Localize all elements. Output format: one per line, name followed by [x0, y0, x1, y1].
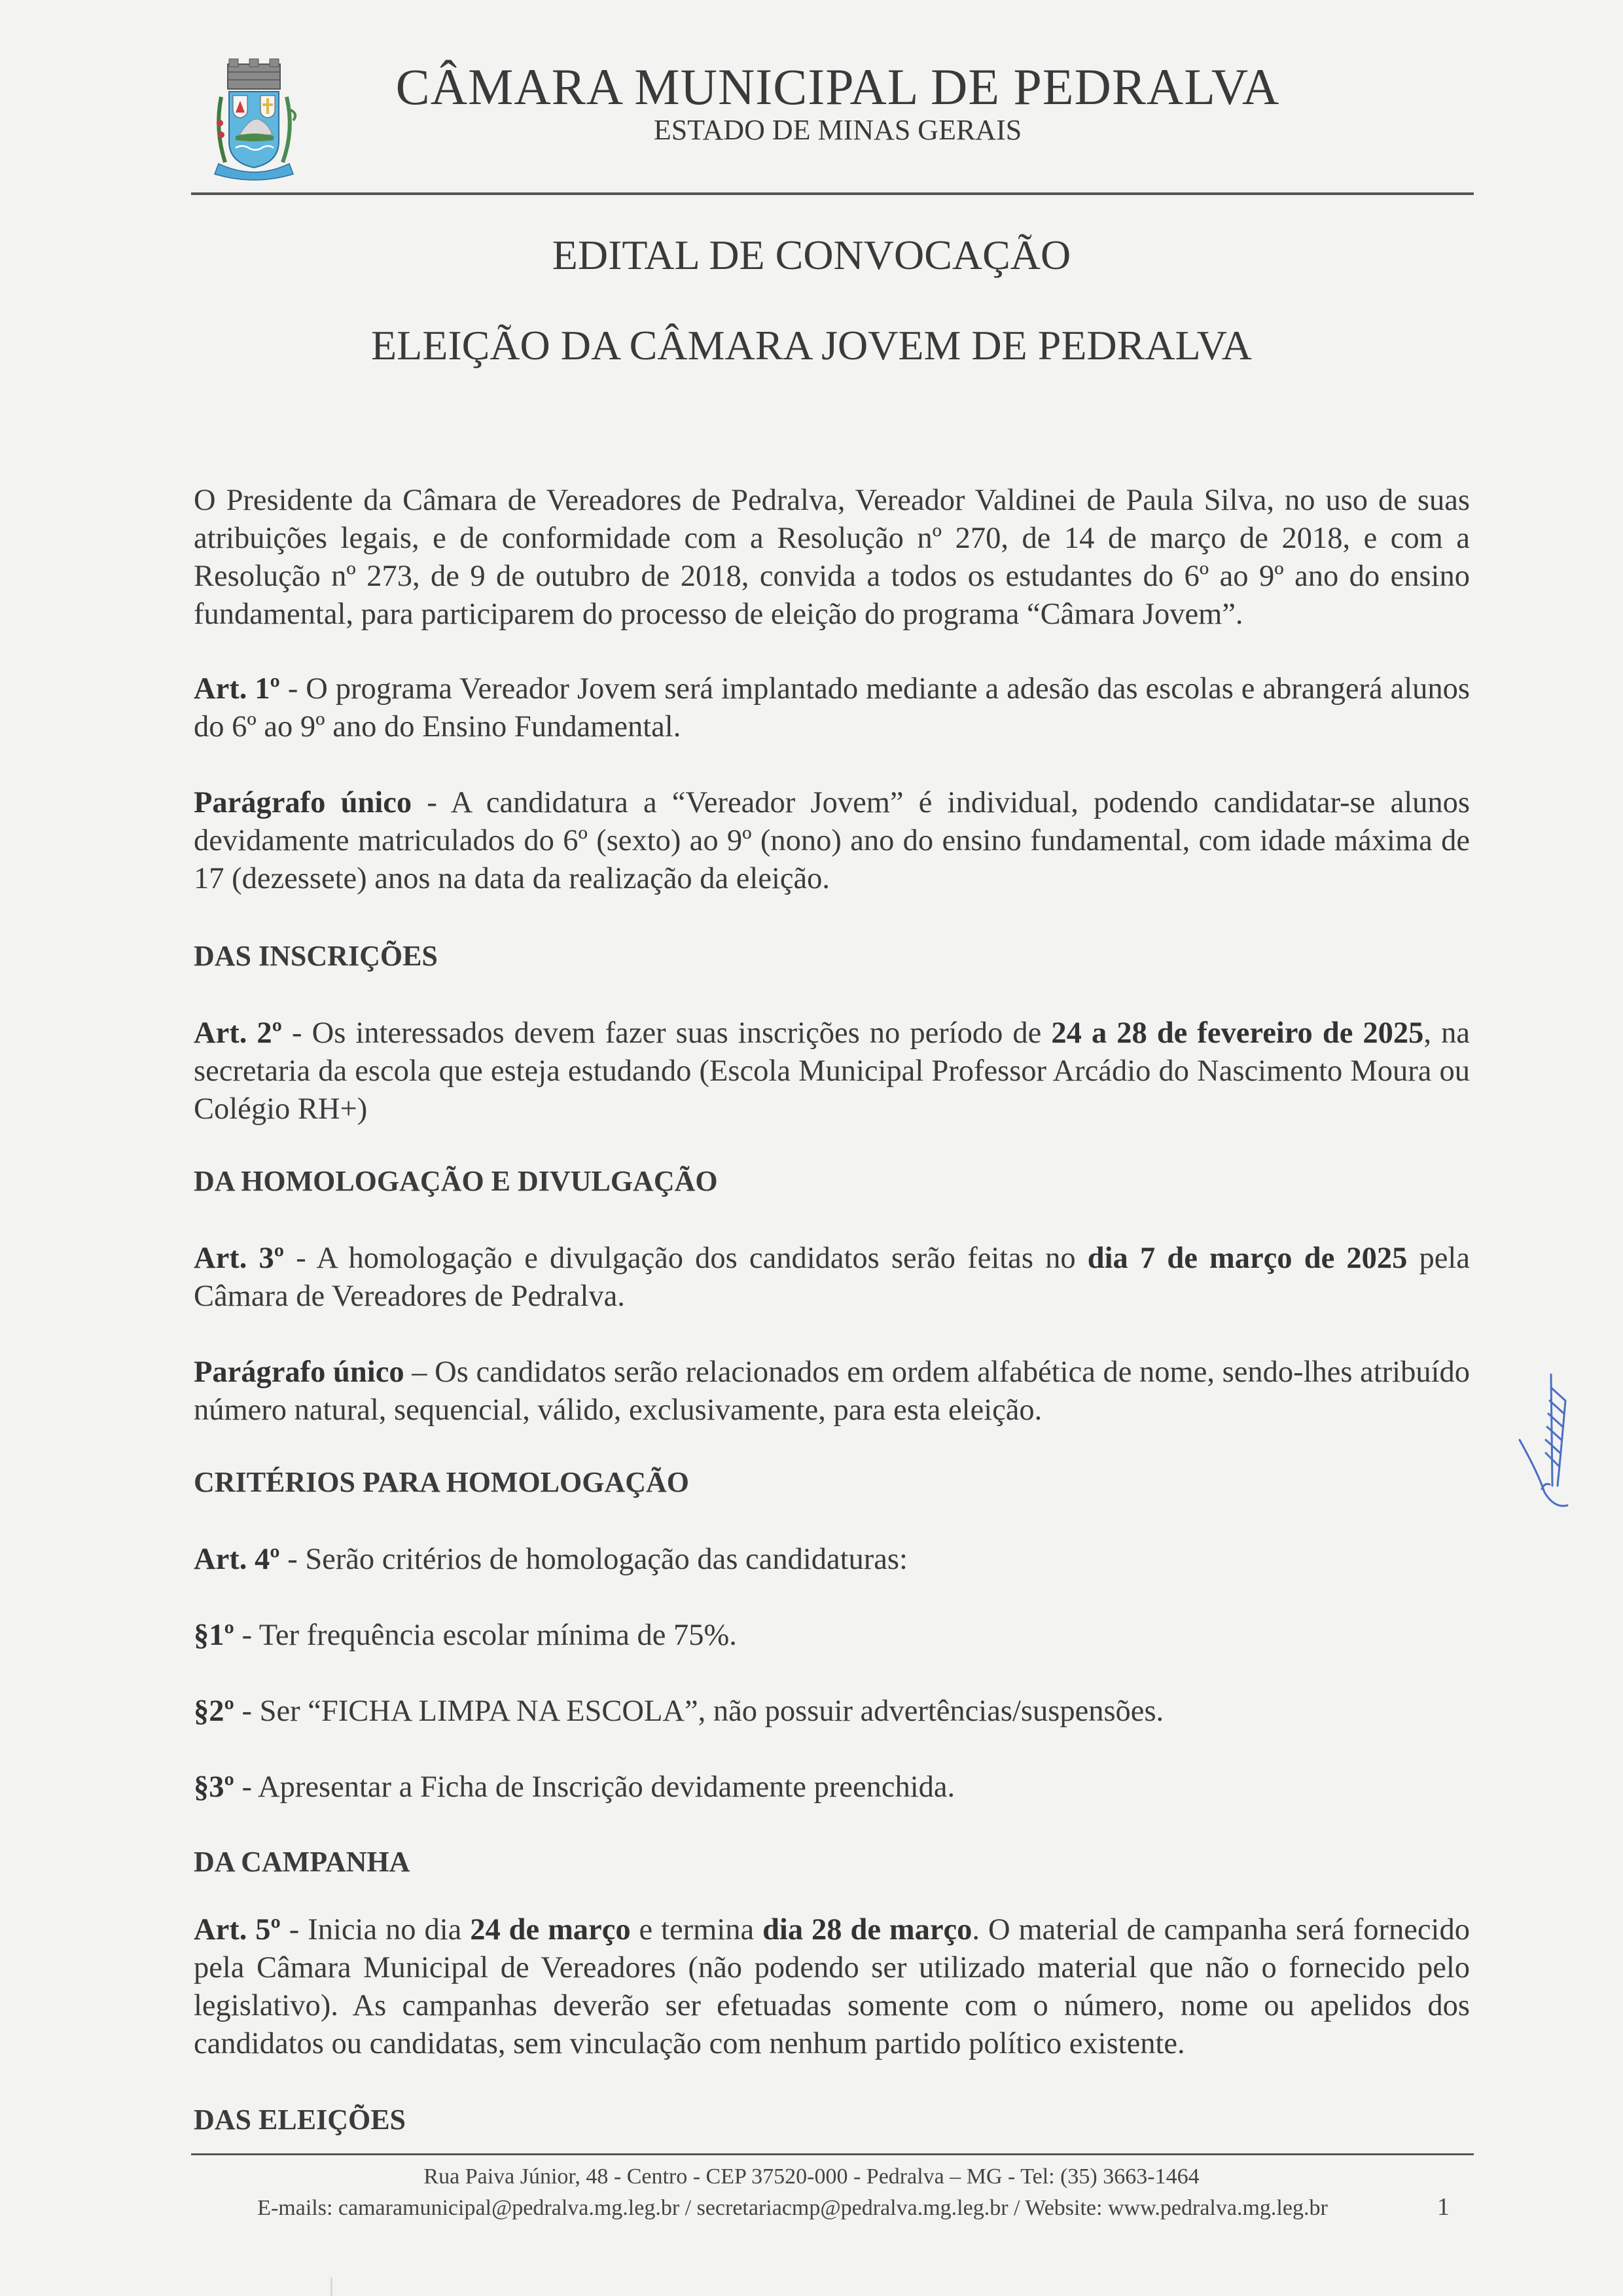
- article-label: Art. 3º: [194, 1242, 285, 1275]
- article-2: [194, 1014, 1470, 1128]
- separator: -: [279, 1543, 306, 1576]
- clause-text: Apresentar a Ficha de Inscrição devidamente preenchida.: [258, 1770, 955, 1804]
- separator: –: [404, 1355, 435, 1389]
- article-1: [194, 670, 1470, 746]
- paragraph-text: A candidatura a “Vereador Jovem” é individual, podendo candidatar-se alunos devidamente matriculados do 6º (sexto) ao 9º (nono) ano do ensino fundamental, com idade máxima de 17 (dezessete) anos na data da realização da eleição.: [194, 786, 1470, 895]
- article-3-sole-paragraph: [194, 1354, 1470, 1429]
- separator: -: [234, 1619, 259, 1652]
- article-text: Inicia no dia: [308, 1913, 471, 1946]
- criterion-3: [194, 1768, 1470, 1806]
- signature-initials-icon: [1518, 1368, 1571, 1512]
- document-subtitle: ELEIÇÃO DA CÂMARA JOVEM DE PEDRALVA: [371, 322, 1252, 368]
- article-label: Art. 5º: [194, 1913, 281, 1946]
- section-eleicoes: [194, 2101, 1470, 2139]
- homologation-date: dia 7 de março de 2025: [1087, 1242, 1408, 1275]
- article-label: Art. 4º: [194, 1543, 280, 1576]
- footer-contacts: E-mails: camaramunicipal@pedralva.mg.leg.br / secretariacmp@pedralva.mg.leg.br / Website: www.pedralva.mg.leg.br: [257, 2196, 1328, 2220]
- document-title: EDITAL DE CONVOCAÇÃO: [552, 232, 1071, 278]
- paragraph-text: Os candidatos serão relacionados em ordem alfabética de nome, sendo-lhes atribuído número natural, sequencial, válido, exclusivamente, para esta eleição.: [194, 1355, 1470, 1427]
- article-label: Art. 1º: [194, 672, 280, 706]
- separator: -: [234, 1695, 260, 1728]
- section-heading: DAS INSCRIÇÕES: [194, 940, 438, 972]
- section-heading: CRITÉRIOS PARA HOMOLOGAÇÃO: [194, 1466, 690, 1498]
- article-text: , na secretaria da escola que esteja estudando (Escola Municipal Professor Arcádio do Nascimento Moura ou Colégio RH+): [194, 1016, 1470, 1126]
- article-text: e termina: [630, 1913, 763, 1946]
- paragraph-label: Parágrafo único: [194, 1355, 404, 1389]
- paragraph-label: Parágrafo único: [194, 786, 412, 819]
- article-text: O programa Vereador Jovem será implantado mediante a adesão das escolas e abrangerá alunos do 6º ao 9º ano do Ensino Fundamental.: [194, 672, 1470, 744]
- clause-label: §2º: [194, 1695, 234, 1728]
- section-homologacao: [194, 1162, 1470, 1200]
- article-5: [194, 1911, 1470, 2063]
- footer-address: Rua Paiva Júnior, 48 - Centro - CEP 37520-000 - Pedralva – MG - Tel: (35) 3663-1464: [423, 2164, 1200, 2189]
- section-heading: DA CAMPANHA: [194, 1846, 410, 1878]
- section-campanha: [194, 1843, 1470, 1881]
- article-4: [194, 1541, 1470, 1579]
- clause-text: Ser “FICHA LIMPA NA ESCOLA”, não possuir advertências/suspensões.: [259, 1695, 1164, 1728]
- article-label: Art. 2º: [194, 1016, 282, 1050]
- criterion-2: [194, 1693, 1470, 1731]
- article-text: A homologação e divulgação dos candidatos serão feitas no: [316, 1242, 1088, 1275]
- intro-paragraph: [194, 482, 1470, 634]
- clause-text: Ter frequência escolar mínima de 75%.: [259, 1619, 737, 1652]
- campaign-start-date: 24 de março: [470, 1913, 631, 1946]
- footer-divider: [191, 2153, 1474, 2155]
- article-1-sole-paragraph: [194, 784, 1470, 898]
- article-3: [194, 1240, 1470, 1316]
- scan-artifact: [330, 2278, 332, 2296]
- separator: -: [412, 786, 451, 819]
- separator: -: [279, 672, 306, 706]
- campaign-end-date: dia 28 de março: [762, 1913, 972, 1946]
- article-text: Os interessados devem fazer suas inscrições no período de: [312, 1016, 1052, 1050]
- institution-state: ESTADO DE MINAS GERAIS: [653, 114, 1022, 146]
- criterion-1: [194, 1617, 1470, 1655]
- separator: -: [284, 1242, 317, 1275]
- section-heading: DA HOMOLOGAÇÃO E DIVULGAÇÃO: [194, 1165, 718, 1197]
- separator: -: [234, 1770, 259, 1804]
- section-criterios: [194, 1463, 1470, 1501]
- separator: -: [282, 1016, 312, 1050]
- article-text: . O material de campanha será fornecido pela Câmara Municipal de Vereadores (não podendo ser utilizado material que não o fornecido pelo legislativo). As campanhas deverão ser efetuadas somente com o número, nome ou apelidos dos candidatos ou candidatas, sem vinculação com nenhum partido político existente.: [194, 1913, 1470, 2060]
- section-heading: DAS ELEIÇÕES: [194, 2104, 406, 2136]
- clause-label: §1º: [194, 1619, 234, 1652]
- article-text: Serão critérios de homologação das candidaturas:: [305, 1543, 908, 1576]
- separator: -: [280, 1913, 308, 1946]
- page-number: 1: [1437, 2193, 1450, 2221]
- institution-name: CÂMARA MUNICIPAL DE PEDRALVA: [395, 58, 1280, 115]
- coat-of-arms-icon: [195, 58, 313, 182]
- section-inscricoes: [194, 937, 1470, 975]
- article-text: pela Câmara de Vereadores de Pedralva.: [194, 1242, 1470, 1313]
- header-divider: [191, 192, 1474, 195]
- registration-period: 24 a 28 de fevereiro de 2025: [1051, 1016, 1424, 1050]
- clause-label: §3º: [194, 1770, 234, 1804]
- intro-text: O Presidente da Câmara de Vereadores de Pedralva, Vereador Valdinei de Paula Silva, no uso de suas atribuições legais, e de conformidade com a Resolução nº 270, de 14 de março de 2018, e com a Resolução nº 273, de 9 de outubro de 2018, convida a todos os estudantes do 6º ao 9º ano do ensino fundamental, para participarem do processo de eleição do programa “Câmara Jovem”.: [194, 484, 1470, 631]
